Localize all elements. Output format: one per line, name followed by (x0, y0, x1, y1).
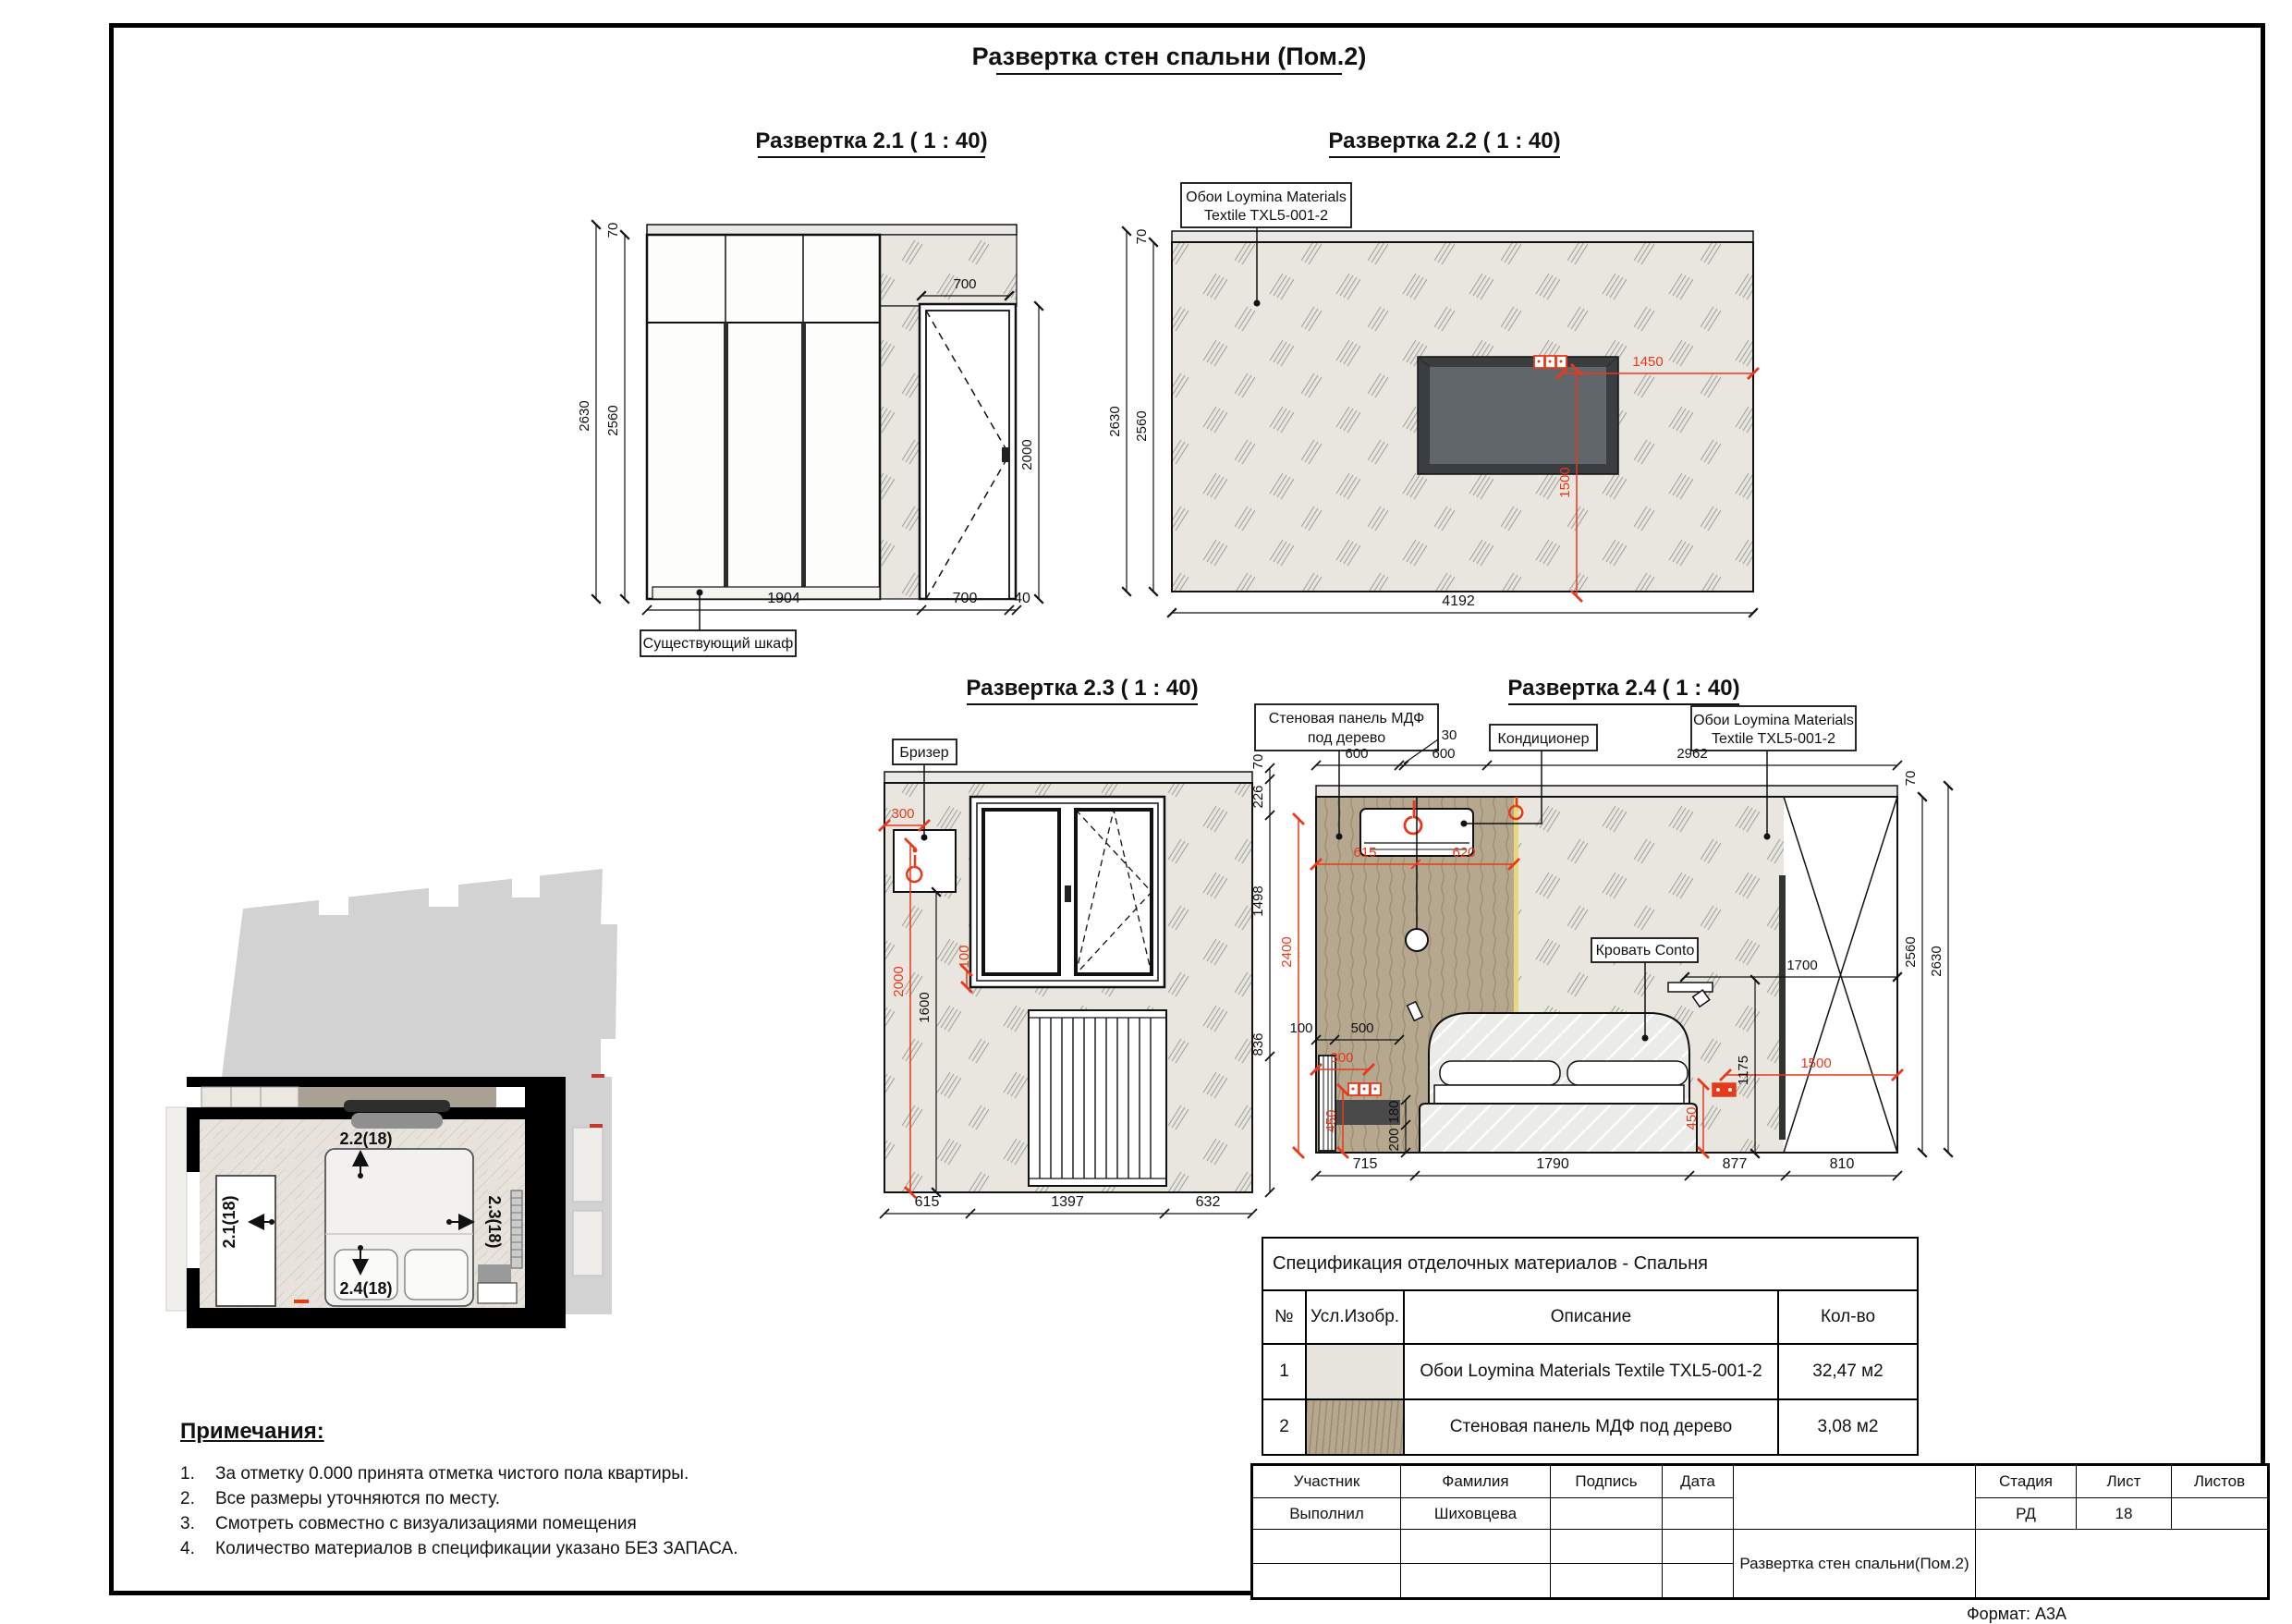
tb-sheet-value: 18 (2077, 1498, 2172, 1530)
dim-1500: 1500 (1800, 1056, 1832, 1071)
dim-632: 632 (1195, 1194, 1221, 1210)
spec-row-desc: Стеновая панель МДФ под дерево (1403, 1400, 1777, 1454)
tb-empty-cell (1401, 1530, 1551, 1564)
dim-30: 30 (1441, 727, 1457, 743)
elevation-2-1 (577, 128, 1039, 656)
dim-70: 70 (605, 222, 621, 238)
dim-1790: 1790 (1536, 1156, 1569, 1172)
elevation-2-4 (1255, 676, 1948, 1180)
tb-stage-value: РД (1976, 1498, 2077, 1530)
door-handle-icon (1002, 447, 1009, 462)
marker-label: 2.1(18) (220, 1195, 238, 1249)
tb-signature: Подпись (1551, 1466, 1663, 1498)
tb-sheet: Лист (2077, 1466, 2172, 1498)
tb-empty-cell (1253, 1530, 1401, 1564)
dim-180: 180 (1386, 1100, 1402, 1124)
elevation-2-3 (880, 676, 1274, 1218)
note-item (180, 1461, 846, 1486)
dim-70: 70 (1903, 770, 1919, 787)
dim-2000: 2000 (1019, 439, 1035, 470)
spec-title: Спецификация отделочных материалов - Спальня (1273, 1253, 1708, 1274)
notes-title: Примечания: (180, 1419, 324, 1444)
title-block (1250, 1463, 2270, 1600)
callout-text: Существующий шкаф (642, 636, 794, 652)
tb-date-value (1663, 1498, 1734, 1530)
dim-1397: 1397 (1051, 1194, 1084, 1210)
tv (1418, 357, 1618, 474)
window-handle-icon (1065, 885, 1071, 902)
tb-name: Шиховцева (1401, 1498, 1551, 1530)
dim-715: 715 (1352, 1156, 1378, 1172)
spec-row-qty: 32,47 м2 (1777, 1345, 1917, 1398)
tb-date: Дата (1663, 1466, 1734, 1498)
dim-700-bottom: 700 (952, 591, 978, 606)
dim-500: 500 (1350, 1020, 1374, 1036)
tb-doc-title: Развертка стен спальни(Пом.2) (1734, 1530, 1976, 1597)
dim-450-right: 450 (1684, 1106, 1700, 1130)
dim-2560: 2560 (1903, 936, 1919, 968)
tb-empty-cell (1663, 1530, 1734, 1564)
spec-row-num: 2 (1279, 1417, 1289, 1436)
callout-text: Кровать Conto (1595, 943, 1695, 959)
main-title-text: Развертка стен спальни (Пом.2) (971, 43, 1367, 70)
callout-text: Бризер (899, 745, 949, 761)
existing-wardrobe (647, 235, 880, 599)
dim-200: 200 (1386, 1128, 1402, 1152)
dim-1500: 1500 (1557, 467, 1573, 498)
marker-label: 2.3(18) (485, 1195, 504, 1249)
page-title (972, 43, 1367, 74)
note-item (180, 1486, 846, 1511)
socket-icon (1713, 1083, 1736, 1096)
note-text: За отметку 0.000 принята отметка чистого пола квартиры. (215, 1464, 689, 1484)
format-label: Формат: А3А (1967, 1605, 2066, 1623)
dim-810: 810 (1829, 1156, 1855, 1172)
dim-100: 100 (1289, 1020, 1313, 1036)
dim-70: 70 (1134, 228, 1150, 245)
radiator-plan (511, 1191, 522, 1268)
building-silhouette (222, 869, 617, 1077)
tb-empty-cell (1551, 1564, 1663, 1597)
socket-icon (1348, 1083, 1381, 1095)
spec-col-num: № (1274, 1307, 1294, 1326)
dim-2630: 2630 (577, 400, 592, 432)
tb-stage: Стадия (1976, 1466, 2077, 1498)
tb-signature-value (1551, 1498, 1663, 1530)
tb-empty-cell (1401, 1564, 1551, 1597)
tb-role: Выполнил (1253, 1498, 1401, 1530)
dim-2560: 2560 (1134, 410, 1150, 442)
note-number: 2. (180, 1489, 195, 1508)
dim-2630: 2630 (1929, 946, 1945, 977)
spec-table (1262, 1237, 1919, 1456)
tb-empty-top (1734, 1466, 1976, 1530)
tb-empty-cell (1663, 1564, 1734, 1597)
callout-line2: Textile TXL5-001-2 (1204, 208, 1328, 224)
dim-836: 836 (1250, 1032, 1266, 1056)
spec-row (1263, 1398, 1917, 1454)
tb-empty-cell (1551, 1530, 1663, 1564)
tb-sheets-value (2172, 1498, 2267, 1530)
dim-1600: 1600 (917, 992, 933, 1023)
dim-877: 877 (1722, 1156, 1748, 1172)
dim-700-top: 700 (953, 276, 977, 292)
floor-plan (166, 869, 617, 1328)
note-number: 4. (180, 1539, 195, 1558)
dim-615: 615 (914, 1194, 940, 1210)
dim-450-left: 450 (1323, 1109, 1339, 1133)
radiator (1029, 1010, 1166, 1186)
dim-4192: 4192 (1442, 593, 1475, 609)
callout-line1: Стеновая панель МДФ (1268, 711, 1425, 727)
tb-surname: Фамилия (1401, 1466, 1551, 1498)
spec-row-qty: 3,08 м2 (1777, 1400, 1917, 1454)
note-item (180, 1511, 846, 1536)
callout-line1: Обои Loymina Materials (1186, 189, 1347, 205)
door-opening (920, 304, 1016, 599)
dim-2962: 2962 (1676, 746, 1708, 762)
nightstand-plan (478, 1264, 511, 1283)
elev24-title: Развертка 2.4 ( 1 : 40) (1507, 676, 1740, 701)
dim-600b: 600 (1432, 746, 1456, 762)
note-text: Количество материалов в спецификации указано БЕЗ ЗАПАСА. (215, 1539, 738, 1558)
note-item (180, 1536, 846, 1561)
note-text: Смотреть совместно с визуализациями помещения (215, 1514, 637, 1533)
dim-40: 40 (1014, 591, 1030, 606)
callout-text: Кондиционер (1497, 731, 1590, 747)
callout-line2: под дерево (1307, 730, 1386, 746)
dim-300: 300 (891, 806, 915, 822)
dim-1450: 1450 (1632, 354, 1664, 370)
dim-2630: 2630 (1107, 406, 1123, 437)
note-number: 3. (180, 1514, 195, 1533)
door-leaf-edge (1779, 875, 1786, 1140)
dim-1904: 1904 (767, 591, 800, 606)
note-number: 1. (180, 1464, 195, 1484)
dim-100: 100 (957, 945, 972, 969)
tb-sheets: Листов (2172, 1466, 2267, 1498)
dim-1175: 1175 (1736, 1055, 1751, 1086)
dim-226: 226 (1250, 785, 1266, 809)
dim-1700: 1700 (1786, 958, 1818, 973)
callout-line2: Textile TXL5-001-2 (1712, 731, 1835, 747)
spec-col-qty: Кол-во (1777, 1291, 1917, 1343)
spec-row (1263, 1343, 1917, 1398)
dim-70: 70 (1250, 753, 1266, 770)
spec-row-desc: Обои Loymina Materials Textile TXL5-001-2 (1403, 1345, 1777, 1398)
dim-300: 300 (1330, 1050, 1354, 1066)
window (970, 797, 1164, 987)
tb-participant: Участник (1253, 1466, 1401, 1498)
spec-col-symbol: Усл.Изобр. (1305, 1291, 1403, 1343)
elevation-2-2 (1107, 128, 1753, 613)
elev23-title: Развертка 2.3 ( 1 : 40) (966, 676, 1199, 701)
dim-2560: 2560 (605, 405, 621, 436)
dim-2400: 2400 (1279, 936, 1295, 968)
tv-plan (344, 1100, 450, 1112)
tb-empty-cell (1253, 1564, 1401, 1597)
callout-line1: Обои Loymina Materials (1693, 713, 1854, 728)
dim-2000: 2000 (891, 966, 907, 997)
marker-label: 2.4(18) (339, 1279, 393, 1298)
elev22-title: Развертка 2.2 ( 1 : 40) (1328, 128, 1561, 153)
dim-615: 615 (1353, 845, 1377, 861)
spec-row-num: 1 (1279, 1361, 1289, 1381)
elev21-title: Развертка 2.1 ( 1 : 40) (755, 128, 988, 153)
dim-600a: 600 (1345, 746, 1369, 762)
pillow (1567, 1061, 1688, 1085)
wallpaper-swatch (1307, 1345, 1403, 1398)
bed (1420, 1013, 1697, 1153)
mdf-swatch (1307, 1400, 1403, 1454)
dim-1498: 1498 (1250, 885, 1266, 917)
tb-empty-right (1976, 1530, 2267, 1597)
pillow (1440, 1061, 1560, 1085)
socket-icon (1534, 356, 1567, 368)
notes-section (180, 1419, 846, 1561)
spec-col-desc: Описание (1403, 1291, 1777, 1343)
marker-label: 2.2(18) (339, 1129, 393, 1148)
note-text: Все размеры уточняются по месту. (215, 1489, 501, 1508)
dim-620: 620 (1452, 845, 1476, 861)
